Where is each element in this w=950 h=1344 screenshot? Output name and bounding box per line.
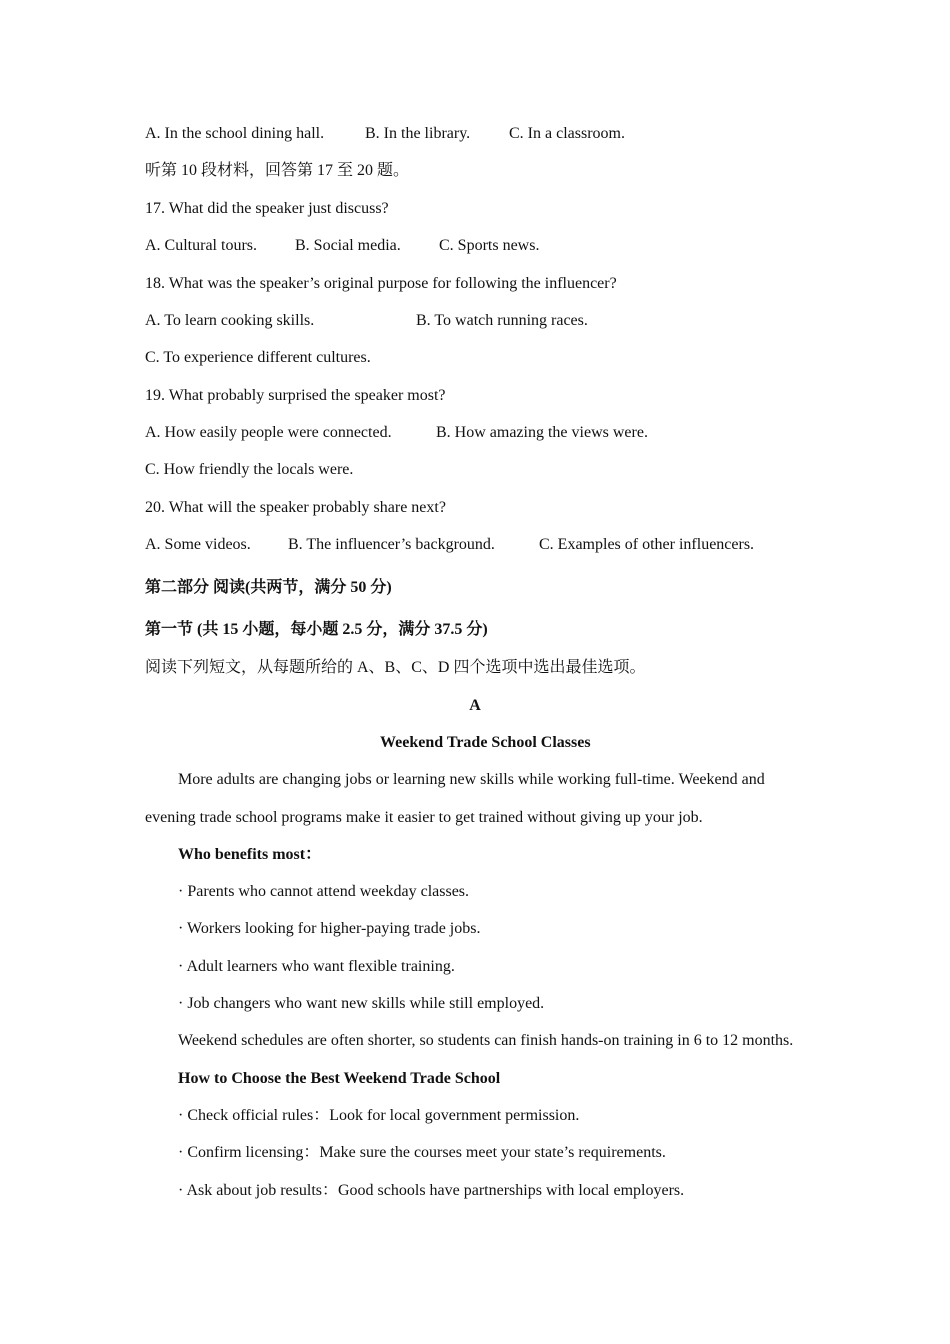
list-item: · Job changers who want new skills while still employed.	[178, 995, 545, 1012]
section1-heading: 第一节 (共 15 小题，每小题 2.5 分，满分 37.5 分)	[145, 621, 488, 638]
q17-question: 17. What did the speaker just discuss?	[145, 200, 389, 217]
list-item: · Ask about job results：Good schools have partnerships with local employers.	[178, 1182, 685, 1199]
q16-option-c: C. In a classroom.	[509, 125, 625, 142]
q17-option-a: A. Cultural tours.	[145, 237, 257, 254]
q17-option-c: C. Sports news.	[439, 237, 540, 254]
q20-option-a: A. Some videos.	[145, 536, 251, 553]
q18-option-c: C. To experience different cultures.	[145, 349, 371, 366]
benefits-heading: Who benefits most：	[178, 846, 322, 863]
q16-option-b: B. In the library.	[365, 125, 471, 142]
schedule-note: Weekend schedules are often shorter, so students can finish hands-on training in 6 to 12 months.	[178, 1032, 794, 1049]
listen-instruction: 听第 10 段材料，回答第 17 至 20 题。	[145, 162, 410, 179]
q20-option-b: B. The influencer’s background.	[288, 536, 495, 553]
reading-instruction: 阅读下列短文，从每题所给的 A、B、C、D 四个选项中选出最佳选项。	[145, 659, 646, 676]
part2-heading: 第二部分 阅读(共两节，满分 50 分)	[145, 579, 392, 596]
q20-question: 20. What will the speaker probably share next?	[145, 499, 446, 516]
q18-option-a: A. To learn cooking skills.	[145, 312, 315, 329]
q19-option-b: B. How amazing the views were.	[436, 424, 648, 441]
passage-intro-line1: More adults are changing jobs or learning new skills while working full-time. Weekend and	[178, 771, 765, 788]
q18-question: 18. What was the speaker’s original purpose for following the influencer?	[145, 275, 617, 292]
q19-option-a: A. How easily people were connected.	[145, 424, 392, 441]
list-item: · Check official rules：Look for local government permission.	[178, 1107, 580, 1124]
q18-option-b: B. To watch running races.	[416, 312, 588, 329]
list-item: · Parents who cannot attend weekday classes.	[178, 883, 470, 900]
q17-option-b: B. Social media.	[295, 237, 401, 254]
choose-heading: How to Choose the Best Weekend Trade School	[178, 1070, 501, 1087]
list-item: · Adult learners who want flexible training.	[178, 958, 455, 975]
list-item: · Confirm licensing：Make sure the courses meet your state’s requirements.	[178, 1144, 666, 1161]
q20-option-c: C. Examples of other influencers.	[539, 536, 755, 553]
q19-question: 19. What probably surprised the speaker most?	[145, 387, 446, 404]
list-item: · Workers looking for higher-paying trade jobs.	[178, 920, 481, 937]
passage-title: Weekend Trade School Classes	[380, 734, 591, 751]
q19-option-c: C. How friendly the locals were.	[145, 461, 354, 478]
passage-letter: A	[469, 697, 481, 714]
q16-option-a: A. In the school dining hall.	[145, 125, 325, 142]
passage-intro-line2: evening trade school programs make it easier to get trained without giving up your job.	[145, 809, 703, 826]
